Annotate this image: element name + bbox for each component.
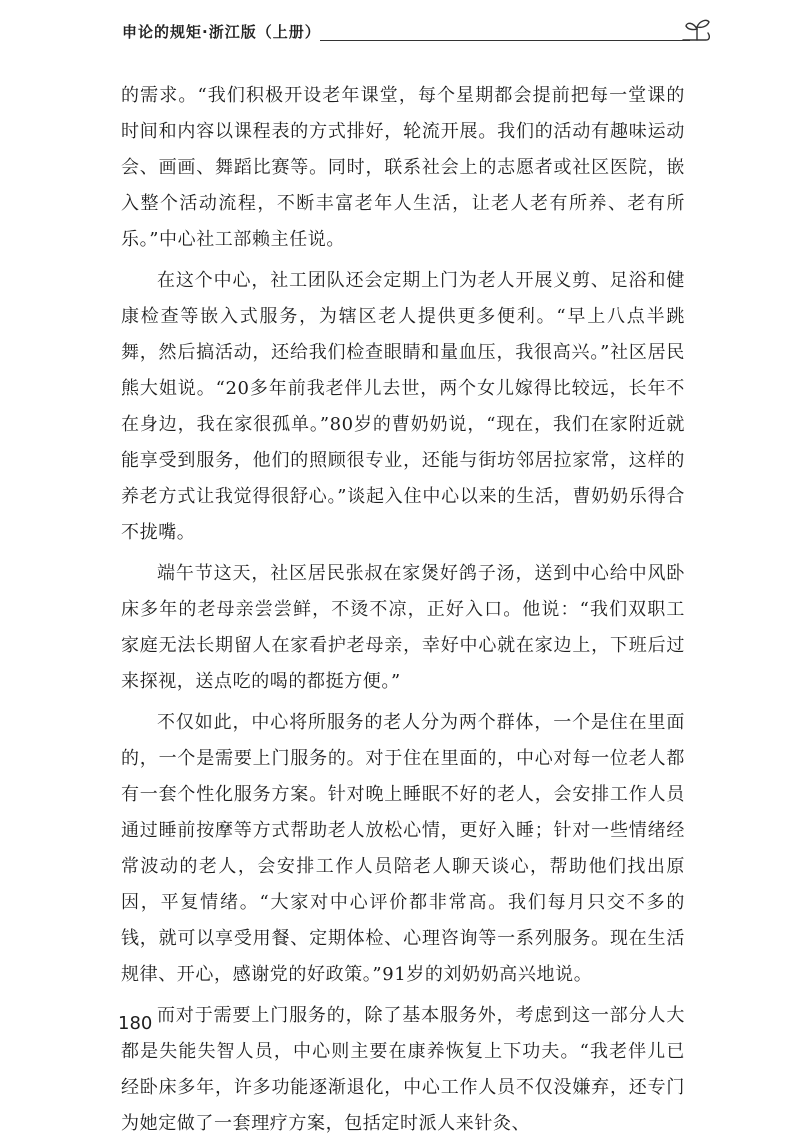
paragraph: 不仅如此，中心将所服务的老人分为两个群体，一个是住在里面的，一个是需要上门服务的。对于住在里面的，中心对每一位老人都有一套个性化服务方案。针对晚上睡眠不好的老人，会安排工作人员通过睡前按摩等方式帮助老人放松心情，更好入睡；针对一些情绪经常波动的老人，会安排工作人员陪老人聊天谈心，帮助他们找出原因，平复情绪。“大家对中心评价都非常高。我们每月只交不多的钱，就可以享受用餐、定期体检、心理咨询等一系列服务。现在生活规律、开心，感谢党的好政策。”91岁的刘奶奶高兴地说。 bbox=[121, 712, 685, 985]
running-header bbox=[122, 18, 712, 54]
paragraph: 在这个中心，社工团队还会定期上门为老人开展义剪、足浴和健康检查等嵌入式服务，为辖区老人提供更多便利。“早上八点半跳舞，然后搞活动，还给我们检查眼睛和量血压，我很高兴。”社区居民熊大姐说。“20多年前我老伴儿去世，两个女儿嫁得比较远，长年不在身边，我在家很孤单。”80岁的曹奶奶说，“现在，我们在家附近就能享受到服务，他们的照顾很专业，还能与街坊邻居拉家常，这样的养老方式让我觉得很舒心。”谈起入住中心以来的生活，曹奶奶乐得合不拢嘴。 bbox=[121, 270, 685, 543]
book-title: 申论的规矩·浙江版（上册） bbox=[122, 23, 321, 41]
body-text bbox=[121, 78, 685, 1147]
paragraph: 而对于需要上门服务的，除了基本服务外，考虑到这一部分人大都是失能失智人员，中心则主要在康养恢复上下功夫。“我老伴儿已经卧床多年，许多功能逐渐退化，中心工作人员不仅没嫌弃，还专门为她定做了一套理疗方案，包括定时派人来针灸、 bbox=[121, 1005, 685, 1134]
page-number: 180 bbox=[118, 1013, 153, 1034]
paragraph: 端午节这天，社区居民张叔在家煲好鸽子汤，送到中心给中风卧床多年的老母亲尝尝鲜，不烫不凉，正好入口。他说：“我们双职工家庭无法长期留人在家看护老母亲，幸好中心就在家边上，下班后过来探视，送点吃的喝的都挺方便。” bbox=[121, 563, 685, 692]
paragraph: 的需求。“我们积极开设老年课堂，每个星期都会提前把每一堂课的时间和内容以课程表的方式排好，轮流开展。我们的活动有趣味运动会、画画、舞蹈比赛等。同时，联系社会上的志愿者或社区医院，嵌入整个活动流程，不断丰富老年人生活，让老人老有所养、老有所乐。”中心社工部赖主任说。 bbox=[121, 85, 685, 250]
header-rule bbox=[320, 40, 690, 41]
sprout-icon bbox=[682, 18, 712, 50]
